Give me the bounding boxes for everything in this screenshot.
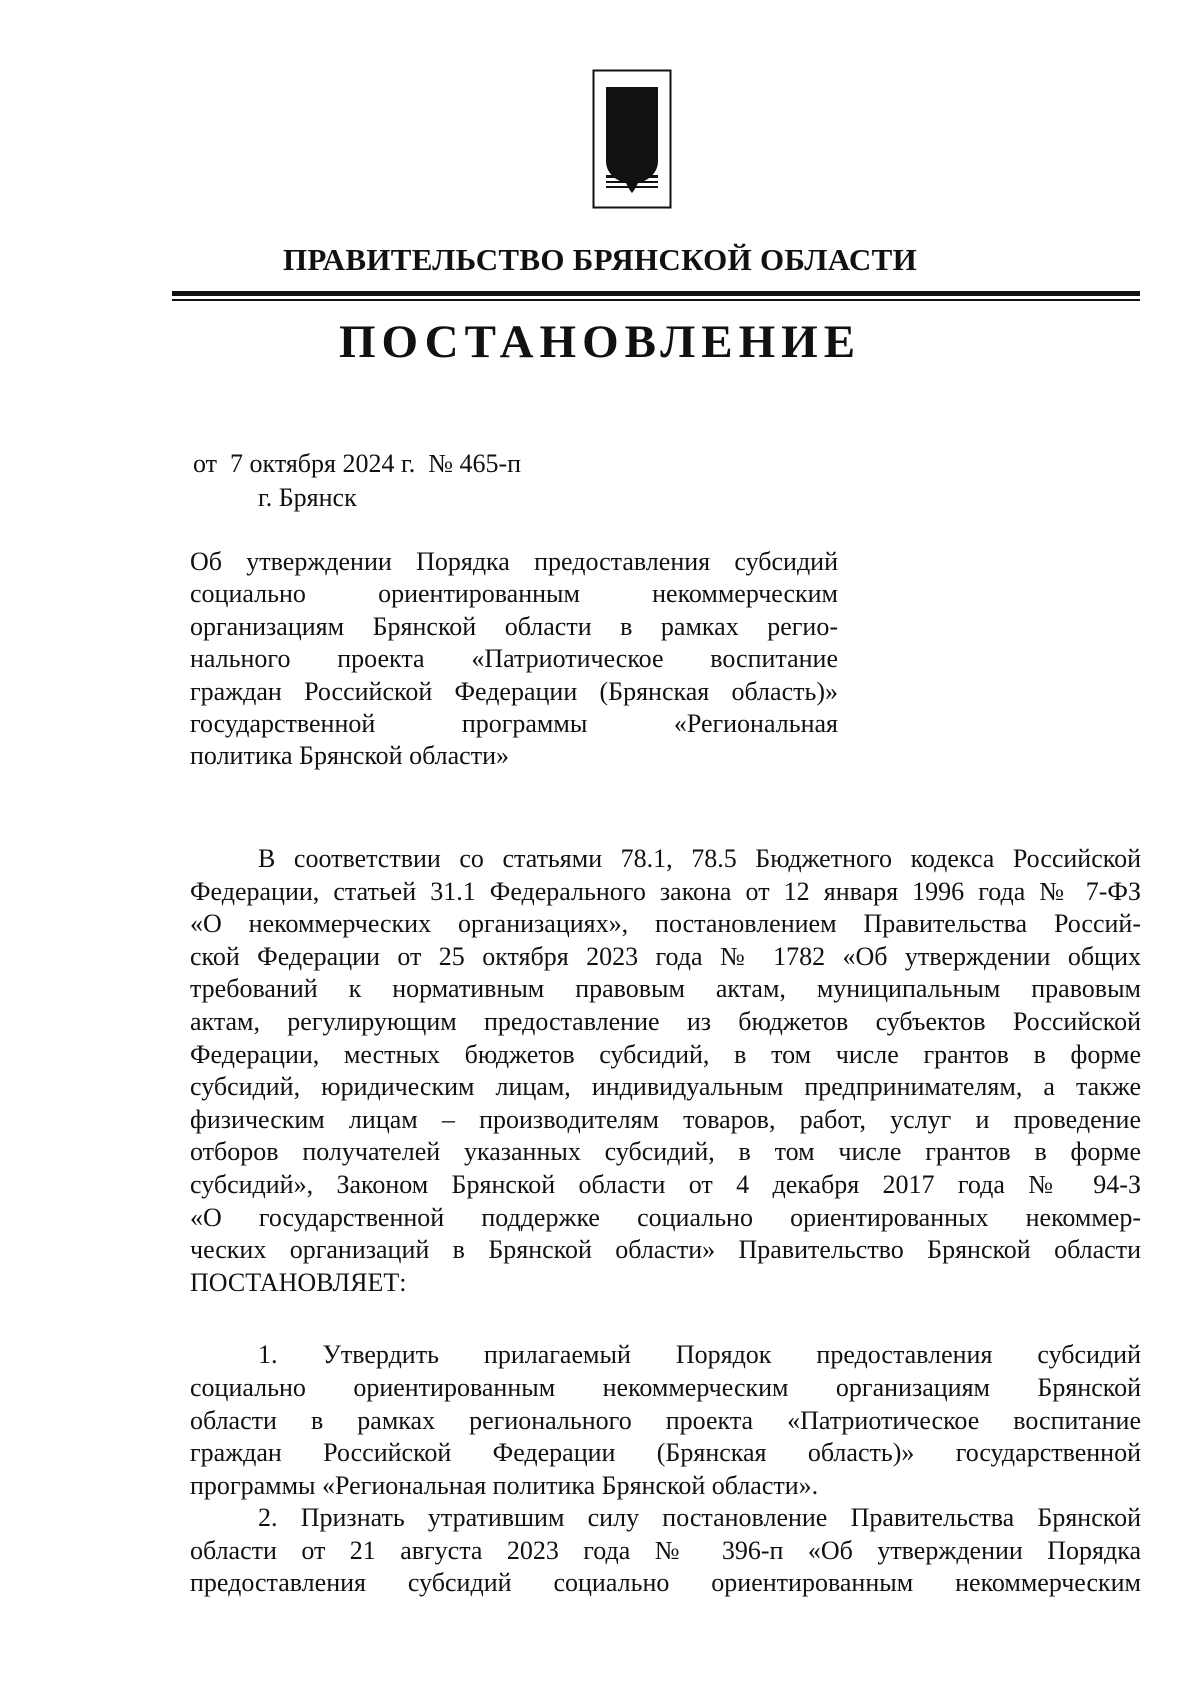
body-line: субсидий», Законом Брянской области от 4 декабря 2017 года № 94-З <box>190 1169 1141 1199</box>
body-line: субсидий, юридическим лицам, индивидуальным предпринимателям, а также <box>190 1072 1141 1102</box>
body-line: «О государственной поддержке социально ориентированных некоммер- <box>190 1202 1141 1232</box>
document-body <box>190 843 1141 1600</box>
title-line: организациям Брянской области в рамках регио- <box>190 611 838 641</box>
title-line: политика Брянской области» <box>190 741 509 771</box>
body-line: предоставления субсидий социально ориентированным некоммерческим <box>190 1568 1141 1598</box>
body-line: социально ориентированным некоммерческим организациям Брянской <box>190 1372 1141 1402</box>
date-line <box>193 449 521 479</box>
title-line: Об утверждении Порядка предоставления субсидий <box>190 547 838 576</box>
body-line: актам, регулирующим предоставление из бюджетов субъектов Российской <box>190 1006 1141 1036</box>
body-line: 2. Признать утратившим силу постановление Правительства Брянской <box>258 1503 1141 1533</box>
preamble-paragraph <box>190 843 1141 1299</box>
body-line: ской Федерации от 25 октября 2023 года № 1782 «Об утверждении общих <box>190 941 1141 971</box>
body-line: программы «Региональная политика Брянской области». <box>190 1470 819 1500</box>
resolves-keyword: ПОСТАНОВЛЯЕТ: <box>190 1267 407 1297</box>
city: г. Брянск <box>258 483 357 512</box>
body-line: отборов получателей указанных субсидий, в том числе грантов в форме <box>190 1137 1141 1167</box>
body-line: Федерации, местных бюджетов субсидий, в том числе грантов в форме <box>190 1039 1141 1069</box>
body-line: требований к нормативным правовым актам, муниципальным правовым <box>190 974 1141 1004</box>
body-line: области в рамках регионального проекта «Патриотическое воспитание <box>190 1405 1141 1435</box>
document-type: ПОСТАНОВЛЕНИЕ <box>338 316 862 368</box>
title-line: нального проекта «Патриотическое воспитание <box>190 644 838 674</box>
title-line: социально ориентированным некоммерческим <box>190 579 838 609</box>
coat-of-arms-icon <box>592 69 672 209</box>
organization-name: ПРАВИТЕЛЬСТВО БРЯНСКОЙ ОБЛАСТИ <box>282 242 918 277</box>
body-line: физическим лицам – производителям товаров, работ, услуг и проведение <box>190 1104 1141 1134</box>
header-rule-thin <box>172 299 1140 301</box>
body-line: 1. Утвердить прилагаемый Порядок предоставления субсидий <box>258 1340 1141 1370</box>
header-rule-thick <box>172 291 1140 296</box>
body-line: ческих организаций в Брянской области» Правительство Брянской области <box>190 1235 1141 1265</box>
body-line: «О некоммерческих организациях», постановлением Правительства Россий- <box>190 909 1141 939</box>
title-line: граждан Российской Федерации (Брянская область)» <box>190 676 838 706</box>
body-line: Федерации, статьей 31.1 Федерального закона от 12 января 1996 года № 7-ФЗ <box>190 876 1141 906</box>
item-1-paragraph <box>190 1339 1141 1502</box>
body-line: граждан Российской Федерации (Брянская область)» государственной <box>190 1438 1141 1468</box>
item-2-paragraph <box>190 1502 1141 1600</box>
document-date: 7 октября 2024 г. <box>230 449 416 478</box>
body-line: В соответствии со статьями 78.1, 78.5 Бюджетного кодекса Российской <box>258 844 1141 873</box>
date-prefix: от <box>193 449 218 478</box>
document-title <box>190 546 838 773</box>
body-line: области от 21 августа 2023 года № 396-п «Об утверждении Порядка <box>190 1535 1141 1565</box>
document-number: № 465-п <box>428 449 522 478</box>
title-line: государственной программы «Региональная <box>190 708 838 738</box>
